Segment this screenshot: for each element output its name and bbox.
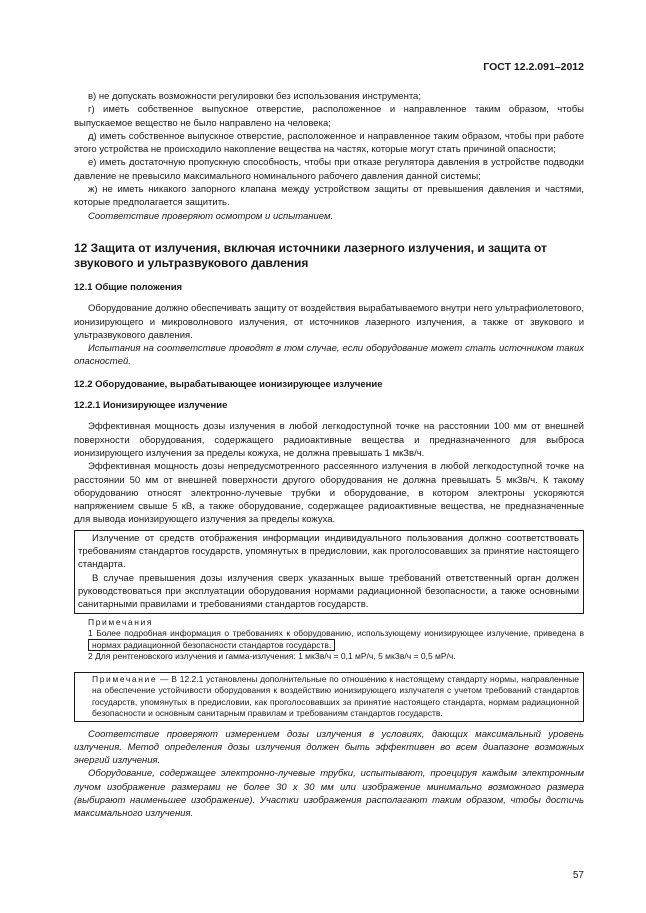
- section-12-2-1-title: 12.2.1 Ионизирующее излучение: [74, 400, 228, 412]
- list-item: г) иметь собственное выпускное отверстие, расположенное и направленное таким образом, чтобы выпускаемое вещество не было направлено на человека;: [74, 104, 584, 129]
- standard-header: ГОСТ 12.2.091–2012: [483, 61, 584, 73]
- boxed-national-requirement: [74, 530, 584, 614]
- paragraph: Эффективная мощность дозы излучения в любой легкодоступной точке на расстоянии 100 мм от внешней поверхности оборудования, содержащего радиоактивные вещества и предназначенного для выброса ионизирующего излучения за пределы кожуха, не должна превышать 1 мкЗв/ч.: [74, 421, 584, 459]
- note-2: 2 Для рентгеновского излучения и гамма-излучения: 1 мкЗв/ч = 0,1 мР/ч, 5 мкЗв/ч = 0,5 мР/ч.: [88, 651, 456, 661]
- section-12-title: 12 Защита от излучения, включая источники лазерного излучения, и защита от звукового и ультразвукового давления: [74, 240, 547, 270]
- boxed-note-body: — В 12.2.1 установлены дополнительные по отношению к настоящему стандарту нормы, направленные на обеспечение устойчивости оборудования к воздействию ионизирующего излучателя с учетом требований стандартов государств, упомянутых в предисловии, как проголосовавших за принятие настоящего стандарта, нормам радиационной безопасности и основным санитарным правилам и требованиям стандартов государств.: [92, 673, 579, 718]
- list-item: ж) не иметь никакого запорного клапана между устройством защиты от превышения давления и частями, которые предполагается защитить.: [74, 184, 584, 209]
- section-12-1-test: Испытания на соответствие проводят в том случае, если оборудование может стать источником таких опасностей.: [74, 343, 584, 368]
- compliance-statement: Оборудование, содержащее электронно-лучевые трубки, испытывают, проецируя каждым электронным лучом изображение размерами не более 30 х 30 мм или изображение минимально возможного размера (выбирают наименьшее изображение). Участки изображения располагают таким образом, чтобы достичь максимального излучения.: [74, 768, 584, 820]
- boxed-note: [74, 672, 584, 722]
- boxed-note-label: Примечание: [92, 673, 158, 684]
- list-item: е) иметь достаточную пропускную способность, чтобы при отказе регулятора давления в устройстве подводки давление не превысило максимального номинального рабочего давления данной системы;: [74, 157, 584, 182]
- boxed-note-text: [78, 674, 579, 720]
- list-item: в) не допускать возможности регулировки без использования инструмента;: [88, 91, 421, 102]
- note-1-text: 1 Более подробная информация о требованиях к оборудованию, использующему ионизирующее излучение, приведена в: [88, 628, 584, 638]
- section-12-1-paragraph: Оборудование должно обеспечивать защиту от воздействия вырабатываемого внутри него ультрафиолетового, ионизирующего и микроволнового излучения, от источников лазерного излучения, а также от звукового и ультразвукового давления.: [74, 303, 584, 341]
- compliance-statement: Соответствие проверяют измерением дозы излучения в условиях, дающих максимальный уровень излучения. Метод определения дозы излучения должен быть эффективен во всем диапазоне возможных энергий излучения.: [74, 728, 584, 767]
- section-12-1-title: 12.1 Общие положения: [74, 281, 183, 293]
- section-12-2-title: 12.2 Оборудование, вырабатывающее ионизирующее излучение: [74, 378, 383, 390]
- note-1: [74, 628, 584, 651]
- page-content: [74, 90, 584, 821]
- page-number: 57: [572, 870, 584, 881]
- notes-title: Примечания: [88, 616, 154, 627]
- list-item: д) иметь собственное выпускное отверстие, расположенное и направленное таким образом, чтобы при работе этого устройства не происходило накопление вещества на частях, которые могут стать причиной опасности;: [74, 130, 584, 156]
- paragraph: В случае превышения дозы излучения сверх указанных выше требований ответственный орган должен руководствоваться при эксплуатации оборудования нормами радиационной безопасности, а также основными санитарными правилами и требованиями стандартов государств.: [78, 572, 579, 611]
- paragraph: Излучение от средств отображения информации индивидуального пользования должно соответствовать требованиям стандартов государств, упомянутых в предисловии, как проголосовавших за принятие настоящего стандарта.: [78, 532, 579, 571]
- note-1-boxed-text: нормах радиационной безопасности стандартов государств.: [88, 639, 335, 651]
- compliance-statement: Соответствие проверяют осмотром и испытанием.: [88, 210, 334, 222]
- paragraph: Эффективная мощность дозы непредусмотренного рассеянного излучения в любой легкодоступной точке на расстоянии 50 мм от внешней поверхности другого оборудования не должна превышать 5 мкЗв/ч. К такому оборудованию относят электронно-лучевые трубки и оборудование, в котором электроны ускоряются напряжением свыше 5 кВ, а также оборудование, содержащее радиоактивные вещества, не предназначенные для вывода ионизирующего излучения за пределы кожуха.: [74, 461, 584, 526]
- notes-block: [74, 617, 584, 663]
